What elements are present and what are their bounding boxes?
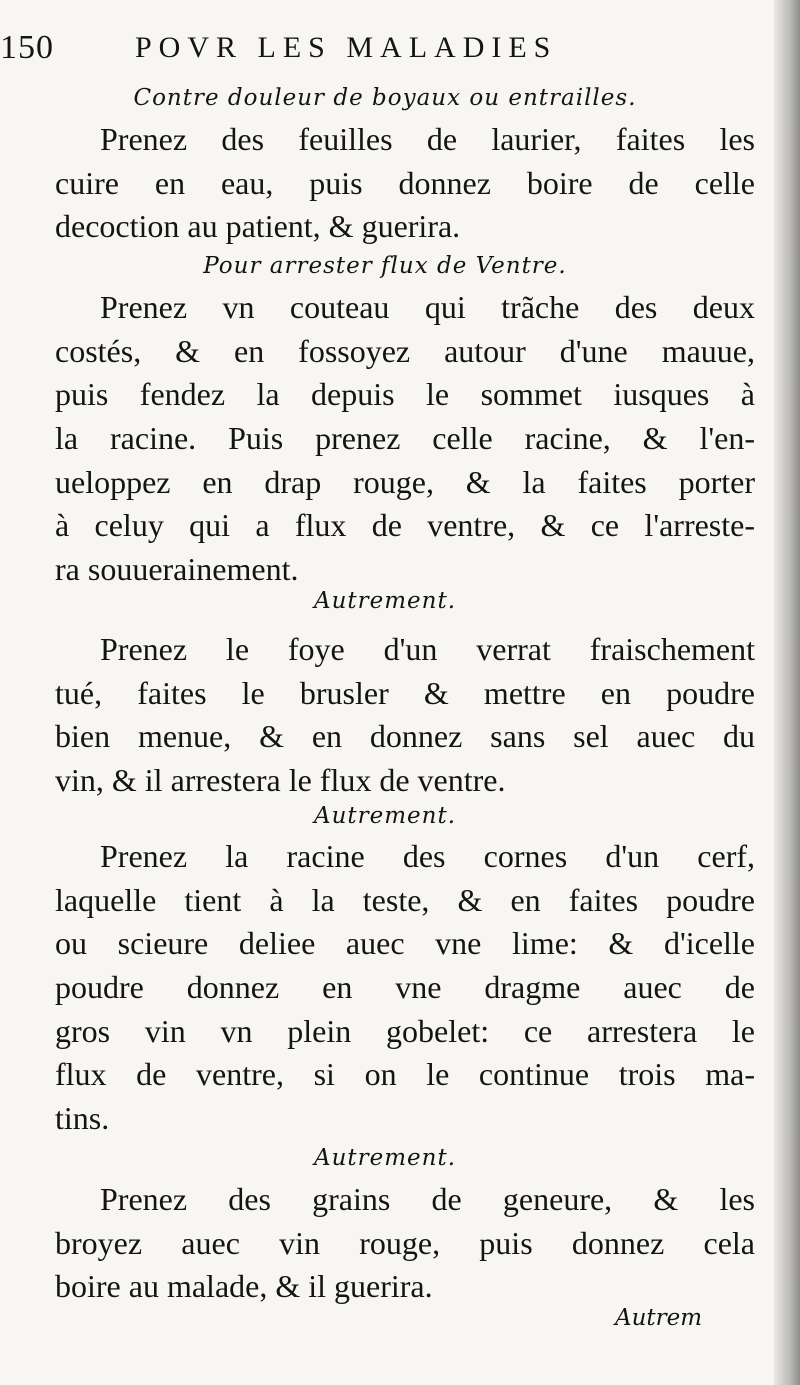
text-line: boire au malade, & il guerira. — [55, 1268, 433, 1305]
text-line: decoction au patient, & guerira. — [55, 208, 461, 245]
text-line: bien menue, & en donnez sans sel auec du — [55, 718, 755, 755]
section-heading: Contre douleur de boyaux ou entrailles. — [133, 85, 637, 111]
page-header — [0, 28, 770, 68]
text-line: gros vin vn plein gobelet: ce arrestera le — [55, 1012, 755, 1049]
text-line: Prenez la racine des cornes d'un cerf, — [100, 838, 755, 874]
text-line: tué, faites le brusler & mettre en poudre — [55, 674, 755, 711]
text-line: Prenez le foye d'un verrat fraischement — [100, 631, 755, 667]
text-line: broyez auec vin rouge, puis donnez cela — [55, 1224, 755, 1261]
text-line: à celuy qui a flux de ventre, & ce l'arreste- — [55, 507, 755, 544]
text-line: Prenez vn couteau qui trãche des deux — [100, 289, 755, 325]
page-gutter-shadow — [774, 0, 800, 1385]
text-line: flux de ventre, si on le continue trois ma- — [55, 1056, 755, 1093]
text-line: poudre donnez en vne dragme auec de — [55, 969, 755, 1006]
catchword: Autrem — [615, 1305, 703, 1331]
running-head: POVR LES MALADIES — [135, 31, 558, 64]
section-paragraph — [55, 286, 755, 592]
text-line: costés, & en fossoyez autour d'une mauue, — [55, 332, 755, 369]
section-heading: Autrement. — [313, 803, 457, 829]
text-line: la racine. Puis prenez celle racine, & l'en- — [55, 420, 755, 457]
text-line: ou scieure deliee auec vne lime: & d'icelle — [55, 925, 755, 962]
section-paragraph — [55, 628, 755, 803]
page-number: 150 — [0, 29, 54, 66]
text-line: ueloppez en drap rouge, & la faites porter — [55, 463, 755, 500]
section-paragraph — [55, 1178, 755, 1309]
text-line: tins. — [55, 1100, 110, 1137]
text-line: Prenez des grains de geneure, & les — [100, 1181, 755, 1217]
text-line: vin, & il arrestera le flux de ventre. — [55, 762, 506, 799]
text-line: Prenez des feuilles de laurier, faites les — [100, 121, 755, 157]
section-heading: Pour arrester flux de Ventre. — [203, 253, 567, 279]
text-line: ra souuerainement. — [55, 551, 299, 588]
section-heading: Autrement. — [313, 1145, 457, 1171]
section-paragraph — [55, 835, 755, 1141]
text-line: puis fendez la depuis le sommet iusques à — [55, 376, 755, 413]
text-line: cuire en eau, puis donnez boire de celle — [55, 164, 755, 201]
section-heading: Autrement. — [313, 588, 457, 614]
section-paragraph — [55, 118, 755, 249]
text-line: laquelle tient à la teste, & en faites poudre — [55, 881, 755, 918]
